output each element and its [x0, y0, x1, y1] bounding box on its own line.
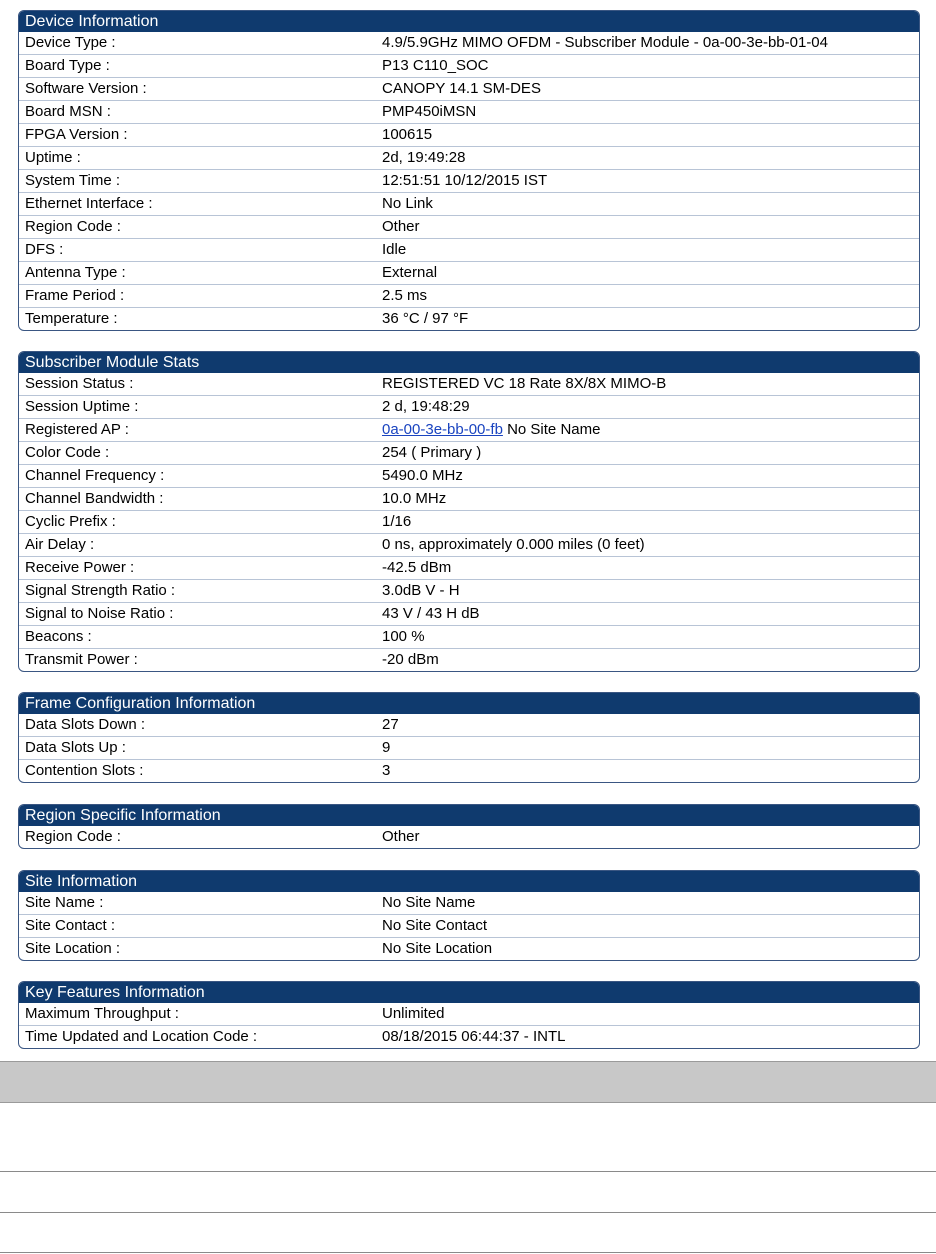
row-value: CANOPY 14.1 SM-DES: [382, 80, 541, 97]
row-value: No Site Name: [382, 894, 476, 911]
table-row: [19, 1025, 919, 1048]
table-row: [19, 169, 919, 192]
row-label: Frame Period :: [25, 287, 125, 304]
row-value: 36 °C / 97 °F: [382, 310, 469, 327]
row-label: DFS :: [25, 241, 64, 258]
row-value: 254 ( Primary ): [382, 444, 482, 461]
table-row: [19, 192, 919, 215]
row-value: 3.0dB V - H: [382, 582, 460, 599]
panel-title: Site Information: [19, 871, 919, 892]
frame-configuration-panel: [18, 692, 920, 783]
row-value: 5490.0 MHz: [382, 467, 463, 484]
row-value: 2 d, 19:48:29: [382, 398, 470, 415]
row-value: P13 C110_SOC: [382, 57, 489, 74]
panel-title: Region Specific Information: [19, 805, 919, 826]
row-label: Air Delay :: [25, 536, 95, 553]
table-row: [19, 284, 919, 307]
row-label: Session Uptime :: [25, 398, 139, 415]
table-row: [19, 1003, 919, 1025]
panel-rows: [19, 892, 919, 960]
panel-title: Device Information: [19, 11, 919, 32]
row-value: Other: [382, 218, 420, 235]
table-row: [19, 914, 919, 937]
row-label: Color Code :: [25, 444, 110, 461]
table-row: [19, 32, 919, 54]
row-label: Maximum Throughput :: [25, 1005, 179, 1022]
row-label: Receive Power :: [25, 559, 135, 576]
table-row: [19, 892, 919, 914]
table-row: [19, 373, 919, 395]
registered-ap-site-name: No Site Name: [502, 421, 601, 438]
key-features-panel: [18, 981, 920, 1049]
table-row: [19, 759, 919, 782]
panel-rows: [19, 714, 919, 782]
table-row: [19, 487, 919, 510]
table-row: [19, 736, 919, 759]
row-value: 2.5 ms: [382, 287, 428, 304]
row-value: REGISTERED VC 18 Rate 8X/8X MIMO-B: [382, 375, 667, 392]
row-label: Region Code :: [25, 218, 121, 235]
table-row: [19, 261, 919, 284]
row-value: 08/18/2015 06:44:37 - INTL: [382, 1028, 566, 1045]
table-row: [19, 510, 919, 533]
row-label: Region Code :: [25, 828, 121, 845]
row-label: Device Type :: [25, 34, 116, 51]
row-label: System Time :: [25, 172, 121, 189]
panel-rows: [19, 1003, 919, 1048]
row-value: 43 V / 43 H dB: [382, 605, 480, 622]
row-label: Session Status :: [25, 375, 134, 392]
table-divider: [0, 1171, 936, 1172]
row-label: Uptime :: [25, 149, 81, 166]
row-label: Ethernet Interface :: [25, 195, 153, 212]
row-value: 3: [382, 762, 391, 779]
row-value: PMP450iMSN: [382, 103, 477, 120]
panel-rows: [19, 32, 919, 330]
row-label: Time Updated and Location Code :: [25, 1028, 258, 1045]
table-row: [19, 556, 919, 579]
table-row: [19, 77, 919, 100]
table-row: [19, 54, 919, 77]
row-label: Data Slots Down :: [25, 716, 146, 733]
row-value: 0 ns, approximately 0.000 miles (0 feet): [382, 536, 645, 553]
row-label: Channel Bandwidth :: [25, 490, 164, 507]
panel-rows: [19, 373, 919, 671]
row-value: 4.9/5.9GHz MIMO OFDM - Subscriber Module - 0a-00-3e-bb-01-04: [382, 34, 828, 51]
row-value: External: [382, 264, 438, 281]
table-row: [19, 395, 919, 418]
table-row: [19, 579, 919, 602]
row-value: -42.5 dBm: [382, 559, 452, 576]
row-value: Other: [382, 828, 420, 845]
table-row: [19, 123, 919, 146]
row-label: Signal to Noise Ratio :: [25, 605, 174, 622]
row-label: Software Version :: [25, 80, 147, 97]
row-label: Temperature :: [25, 310, 118, 327]
row-value: 27: [382, 716, 399, 733]
row-label: Beacons :: [25, 628, 92, 645]
region-specific-panel: [18, 804, 920, 849]
panel-title: Frame Configuration Information: [19, 693, 919, 714]
row-value: No Site Location: [382, 940, 493, 957]
table-row: [19, 238, 919, 261]
row-value: 9: [382, 739, 391, 756]
row-value: No Site Contact: [382, 917, 488, 934]
subscriber-module-stats-panel: [18, 351, 920, 672]
row-value: No Link: [382, 195, 433, 212]
row-value: [382, 419, 600, 441]
row-value: Unlimited: [382, 1005, 445, 1022]
table-row: [19, 602, 919, 625]
table-row: [19, 307, 919, 330]
table-row: [19, 441, 919, 464]
site-information-panel: [18, 870, 920, 961]
table-divider: [0, 1212, 936, 1213]
table-row: [19, 215, 919, 238]
row-label: Registered AP :: [25, 421, 129, 438]
table-row: [19, 625, 919, 648]
table-row: [19, 464, 919, 487]
row-label: Site Contact :: [25, 917, 116, 934]
table-row: [19, 826, 919, 848]
row-value: 2d, 19:49:28: [382, 149, 466, 166]
row-label: Antenna Type :: [25, 264, 126, 281]
table-row: [19, 100, 919, 123]
row-label: Transmit Power :: [25, 651, 138, 668]
table-row: [19, 533, 919, 556]
row-label: FPGA Version :: [25, 126, 128, 143]
table-row: [19, 146, 919, 169]
panel-title: Key Features Information: [19, 982, 919, 1003]
device-information-panel: [18, 10, 920, 331]
panel-rows: [19, 826, 919, 848]
table-row: [19, 648, 919, 671]
row-label: Site Name :: [25, 894, 104, 911]
row-label: Signal Strength Ratio :: [25, 582, 176, 599]
table-row: [19, 714, 919, 736]
row-label: Channel Frequency :: [25, 467, 165, 484]
row-label: Board MSN :: [25, 103, 111, 120]
row-label: Contention Slots :: [25, 762, 144, 779]
row-value: -20 dBm: [382, 651, 439, 668]
table-header-bar: [0, 1061, 936, 1103]
table-row: [19, 418, 919, 441]
table-row: [19, 937, 919, 960]
table-divider: [0, 1252, 936, 1253]
row-label: Site Location :: [25, 940, 121, 957]
row-label: Board Type :: [25, 57, 110, 74]
row-label: Cyclic Prefix :: [25, 513, 116, 530]
row-label: Data Slots Up :: [25, 739, 126, 756]
panel-title: Subscriber Module Stats: [19, 352, 919, 373]
row-value: 100615: [382, 126, 433, 143]
row-value: 12:51:51 10/12/2015 IST: [382, 172, 548, 189]
row-value: Idle: [382, 241, 407, 258]
row-value: 1/16: [382, 513, 412, 530]
row-value: 100 %: [382, 628, 425, 645]
row-value: 10.0 MHz: [382, 490, 447, 507]
registered-ap-link[interactable]: 0a-00-3e-bb-00-fb: [382, 421, 503, 438]
